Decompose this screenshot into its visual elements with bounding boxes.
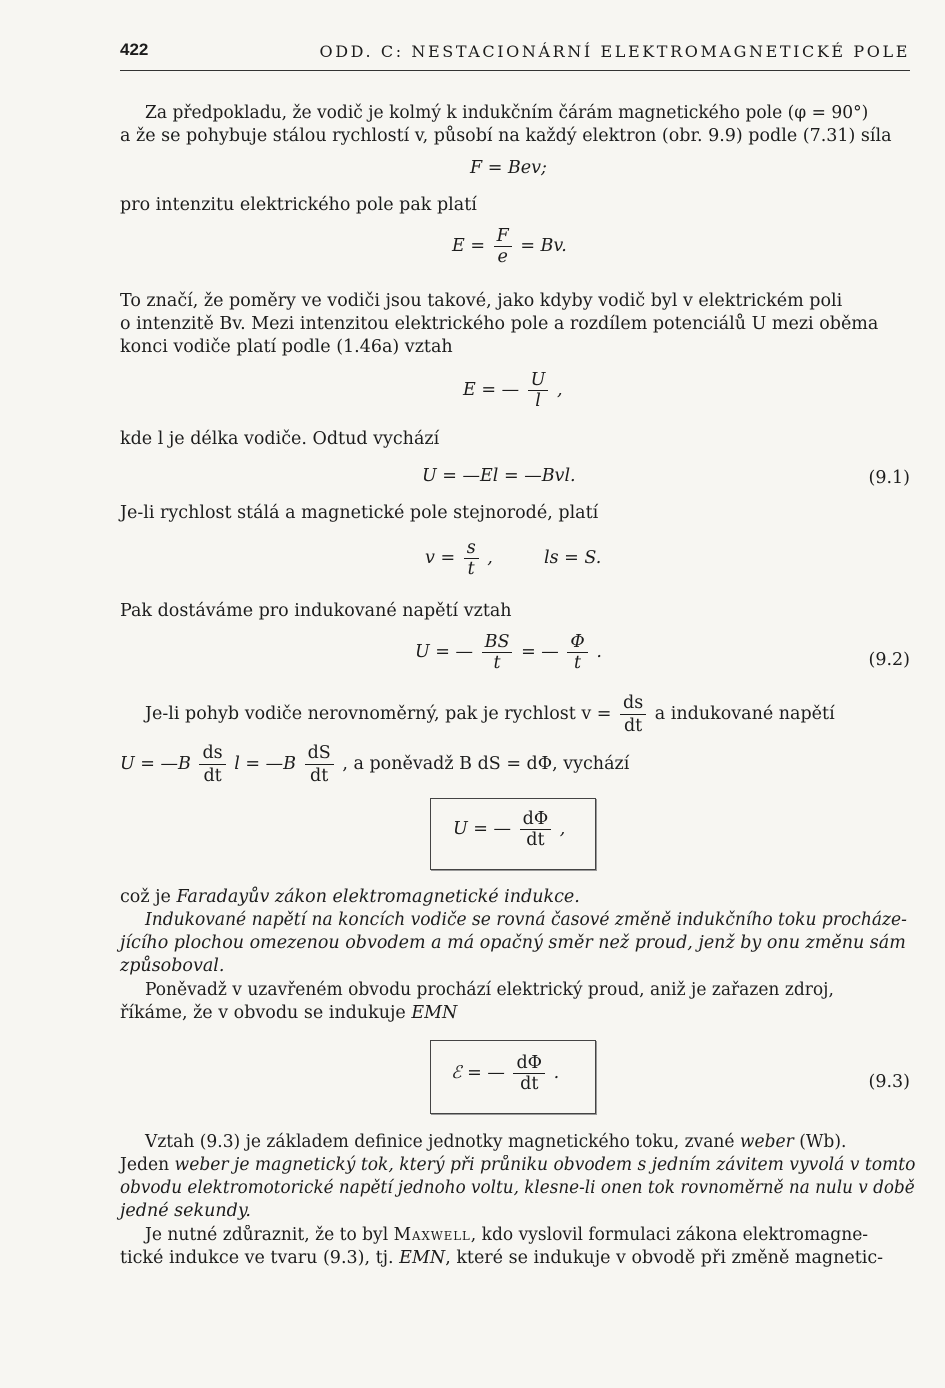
equation-part: . [553,1063,560,1083]
equation-number: (9.1) [868,468,910,488]
fraction-denominator: dt [520,829,552,850]
paragraph-line: Poněvadž v uzavřeném obvodu prochází elektrický proud, aniž je zařazen zdroj, [145,980,834,1000]
equation-part: E = [452,236,486,256]
text-run: weber [739,1132,794,1152]
text-run: , a poněvadž B dS = dΦ, vychází [342,754,630,774]
text-run: což je [120,887,177,907]
page-header [120,40,910,71]
equation-9-1: U = —El = —Bvl. [422,466,576,486]
fraction-denominator: t [464,558,479,579]
fraction-numerator: dΦ [516,1053,543,1073]
fraction-denominator: t [482,652,513,673]
paragraph-line [145,692,910,737]
equation-part: v = [425,548,456,568]
fraction [528,370,549,411]
equation-faraday [453,809,565,850]
text-run: Je nutné zdůraznit, že to byl [145,1225,394,1245]
paragraph-line: kde l je délka vodiče. Odtud vychází [120,429,440,449]
equation-part: , [556,380,563,400]
text-run: Jeden [120,1155,175,1175]
equation-part: E = — [463,380,520,400]
paragraph-line: jedné sekundy. [120,1201,251,1221]
equation-part: ls = S. [544,548,602,568]
paragraph-line [120,1002,910,1024]
page-number: 422 [120,40,149,59]
fraction-denominator: e [494,246,512,267]
paragraph-line: obvodu elektromotorické napětí jednoho voltu, klesne-li onen tok rovnoměrně na nulu v době [120,1178,915,1198]
fraction-denominator: dt [620,714,646,737]
equation-9-3 [451,1053,559,1094]
text-run: U = —B [120,754,191,774]
paragraph-line [120,1154,916,1176]
equation-part: U = — [453,819,512,839]
law-name: Faradayův zákon elektromagnetické indukce. [176,887,580,907]
fraction [494,226,512,267]
paragraph-line: a že se pohybuje stálou rychlostí v, působí na každý elektron (obr. 9.9) podle (7.31) síla [120,126,892,146]
text-run: EMN [411,1003,458,1023]
fraction [199,742,225,787]
text-run: tické indukce ve tvaru (9.3), tj. [120,1248,400,1268]
text-run: říkáme, že v obvodu se indukuje [120,1003,412,1023]
fraction-denominator: l [528,390,549,411]
equation-part: , [487,548,493,568]
equation-9-2 [415,632,602,673]
text-run: weber je magnetický tok, který při průniku obvodem s jedním závitem vyvolá v tomto [174,1155,916,1175]
fraction-numerator: ds [202,743,223,763]
paragraph-line: o intenzitě Bv. Mezi intenzitou elektrického pole a rozdílem potenciálů U mezi oběma [120,314,879,334]
text-run: l = —B [234,754,296,774]
paragraph-line [120,1247,910,1269]
fraction [482,632,513,673]
fraction [464,538,479,579]
paragraph-line: Indukované napětí na koncích vodiče se rovná časové změně indukčního toku procháze- [145,910,907,930]
fraction-numerator: U [530,370,546,390]
fraction-denominator: dt [305,764,334,787]
fraction [567,632,587,673]
boxed-equation [430,798,596,870]
text-run: Je-li pohyb vodiče nerovnoměrný, pak je rychlost v = [145,704,612,724]
equation-potential [463,370,563,411]
person-name: Maxwell [393,1225,471,1245]
fraction-numerator: s [466,538,476,558]
fraction-numerator: dS [307,743,331,763]
equation-part: . [596,642,602,662]
fraction-denominator: dt [199,764,225,787]
paragraph-line: Pak dostáváme pro indukované napětí vztah [120,601,512,621]
equation-part: ℰ = — [451,1063,505,1083]
paragraph-line [145,1224,915,1246]
text-run: , které se indukuje v obvodě při změně magnetic- [445,1248,884,1268]
running-head: ODD. C: NESTACIONÁRNÍ ELEKTROMAGNETICKÉ POLE [319,42,910,61]
equation-force: F = Bev; [470,158,547,178]
fraction-denominator: t [567,652,587,673]
equation-intensity [452,226,567,267]
text-run: Vztah (9.3) je základem definice jednotky magnetického toku, zvané [145,1132,740,1152]
paragraph-line [145,1131,915,1153]
fraction-numerator: F [496,226,509,246]
text-run: EMN [399,1248,446,1268]
fraction [513,1053,545,1094]
paragraph-line: způsoboval. [120,956,225,976]
paragraph-line: pro intenzitu elektrického pole pak platí [120,195,477,215]
paragraph-line: To značí, že poměry ve vodiči jsou takové, jako kdyby vodič byl v elektrickém poli [120,291,843,311]
equation-part: U = — [415,642,474,662]
text-run: (Wb). [793,1132,847,1152]
boxed-equation [430,1040,596,1114]
paragraph-line: Za předpokladu, že vodič je kolmý k indukčním čárám magnetického pole (φ = 90°) [145,103,869,123]
fraction-numerator: Φ [570,632,585,652]
paragraph-line: Je-li rychlost stálá a magnetické pole stejnorodé, platí [120,503,599,523]
paragraph-line [120,742,910,787]
fraction-denominator: dt [513,1073,545,1094]
paragraph-line [120,886,910,908]
paragraph-line: jícího plochou omezenou obvodem a má opačný směr než proud, jenž by onu změnu sám [120,933,906,953]
fraction [620,692,646,737]
fraction [305,742,334,787]
equation-part: = — [521,642,559,662]
fraction [520,809,552,850]
equation-number: (9.3) [868,1072,910,1092]
equation-part: , [559,819,566,839]
equation-part: = Bv. [520,236,567,256]
fraction-numerator: ds [623,693,644,713]
paragraph-line: konci vodiče platí podle (1.46a) vztah [120,337,453,357]
fraction-numerator: BS [484,632,510,652]
text-run: , kdo vyslovil formulaci zákona elektromagne- [470,1225,869,1245]
text-run: a indukované napětí [654,704,835,724]
equation-velocity [425,538,601,579]
equation-number: (9.2) [868,650,910,670]
fraction-numerator: dΦ [522,809,549,829]
